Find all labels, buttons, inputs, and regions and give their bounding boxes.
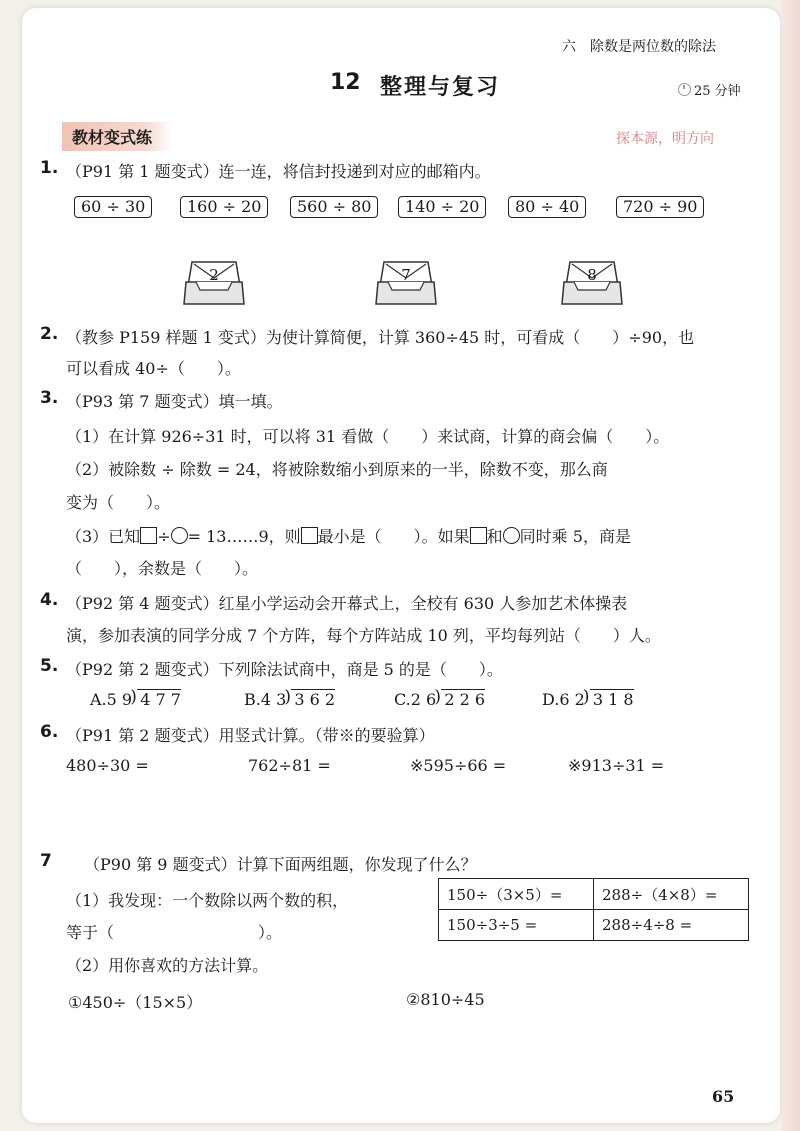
question-5-number: 5. xyxy=(40,656,59,676)
option-a[interactable] xyxy=(90,690,181,709)
question-3-part-3-line-1 xyxy=(66,524,631,547)
question-3-text: （P93 第 7 题变式）填一填。 xyxy=(66,392,283,411)
envelope-expression[interactable]: 80 ÷ 40 xyxy=(508,196,586,218)
comparison-table xyxy=(438,878,749,941)
option-dividend: ) 2 2 6 xyxy=(441,689,485,709)
envelope-expression[interactable]: 60 ÷ 30 xyxy=(74,196,152,218)
option-label: A. xyxy=(90,690,107,709)
option-b[interactable] xyxy=(244,690,335,709)
option-dividend: ) 3 6 2 xyxy=(291,689,335,709)
envelope-expression[interactable]: 560 ÷ 80 xyxy=(290,196,378,218)
envelope-expression[interactable]: 140 ÷ 20 xyxy=(398,196,486,218)
option-divisor: 6 2 xyxy=(559,690,585,709)
square-symbol xyxy=(140,527,157,544)
option-divisor: 4 3 xyxy=(260,690,287,709)
option-divisor: 2 6 xyxy=(410,690,437,709)
table-cell: 150÷3÷5 = xyxy=(439,910,594,941)
clock-icon xyxy=(678,83,691,96)
section-tag: 教材变式练 xyxy=(62,122,172,151)
option-d[interactable] xyxy=(542,690,634,709)
q3-p3-text: 最小是（ ）。如果 xyxy=(317,527,470,546)
question-5-text: （P92 第 2 题变式）下列除法试商中，商是 5 的是（ ）。 xyxy=(66,660,503,679)
calc-item: 480÷30 = xyxy=(66,756,149,775)
question-4-number: 4. xyxy=(40,590,59,610)
mailbox[interactable] xyxy=(182,258,246,308)
question-7-part-1-line-2: 等于（ ）。 xyxy=(66,923,283,942)
question-2-line-2: 可以看成 40÷（ ）。 xyxy=(66,359,241,378)
q3-p3-text: 同时乘 5，商是 xyxy=(519,527,631,546)
table-cell: 288÷（4×8）= xyxy=(594,879,749,910)
page-edge-shadow xyxy=(782,0,800,1131)
table-row xyxy=(439,879,749,910)
option-label: D. xyxy=(542,690,560,709)
circle-symbol xyxy=(503,527,520,544)
option-label: C. xyxy=(394,690,411,709)
lesson-number: 12 xyxy=(330,70,361,95)
mailbox[interactable] xyxy=(374,258,438,308)
question-7-part-1-line-1: （1）我发现：一个数除以两个数的积， xyxy=(66,891,349,910)
mailbox-number: 7 xyxy=(401,266,411,284)
option-divisor: 5 9 xyxy=(106,690,133,709)
question-3-part-2-line-2: 变为（ ）。 xyxy=(66,493,171,512)
question-3-part-1: （1）在计算 926÷31 时，可以将 31 看做（ ）来试商，计算的商会偏（ ）。 xyxy=(66,427,670,446)
time-estimate xyxy=(678,80,741,99)
question-1-text: （P91 第 1 题变式）连一连，将信封投递到对应的邮箱内。 xyxy=(66,162,491,181)
square-symbol xyxy=(470,527,487,544)
option-dividend: ) 4 7 7 xyxy=(137,689,181,709)
page-number: 65 xyxy=(712,1087,735,1106)
calc-item: ②810÷45 xyxy=(406,990,485,1009)
q3-p3-text: 和 xyxy=(486,527,503,546)
question-3-part-2-line-1: （2）被除数 ÷ 除数 = 24，将被除数缩小到原来的一半，除数不变，那么商 xyxy=(66,460,608,479)
question-7-number: 7 xyxy=(40,851,52,871)
q3-p3-text: （3）已知 xyxy=(66,527,141,546)
mailbox-number: 2 xyxy=(209,266,219,284)
calc-item: ※913÷31 = xyxy=(568,756,665,775)
calc-item: 762÷81 = xyxy=(248,756,331,775)
question-2-number: 2. xyxy=(40,324,59,344)
question-2-line-1: （教参 P159 样题 1 变式）为使计算简便，计算 360÷45 时，可看成（ ）÷90，也 xyxy=(66,328,695,347)
table-cell: 150÷（3×5）= xyxy=(439,879,594,910)
question-6-text: （P91 第 2 题变式）用竖式计算。（带※的要验算） xyxy=(66,726,435,745)
question-4-line-1: （P92 第 4 题变式）红星小学运动会开幕式上，全校有 630 人参加艺术体操表 xyxy=(66,594,628,613)
square-symbol xyxy=(301,527,318,544)
envelope-expression[interactable]: 160 ÷ 20 xyxy=(180,196,268,218)
envelope-expression[interactable]: 720 ÷ 90 xyxy=(616,196,704,218)
table-cell: 288÷4÷8 = xyxy=(594,910,749,941)
mailbox-number: 8 xyxy=(587,266,597,284)
q3-p3-text: = 13……9，则 xyxy=(187,527,301,546)
time-label: 25 分钟 xyxy=(694,84,741,99)
question-7-text: （P90 第 9 题变式）计算下面两组题，你发现了什么？ xyxy=(84,855,477,874)
section-subtitle: 探本源，明方向 xyxy=(616,131,714,147)
option-dividend: ) 3 1 8 xyxy=(590,689,634,709)
page-title: 整理与复习 xyxy=(380,75,501,100)
question-1-number: 1. xyxy=(40,158,59,178)
question-7-part-2: （2）用你喜欢的方法计算。 xyxy=(66,956,269,975)
chapter-header: 六 除数是两位数的除法 xyxy=(562,39,716,55)
question-4-line-2: 演，参加表演的同学分成 7 个方阵，每个方阵站成 10 列，平均每列站（ ）人。 xyxy=(66,626,661,645)
mailbox[interactable] xyxy=(560,258,624,308)
worksheet-page xyxy=(22,8,780,1123)
calc-item: ①450÷（15×5） xyxy=(68,993,203,1012)
question-3-number: 3. xyxy=(40,388,59,408)
option-label: B. xyxy=(244,690,261,709)
question-3-part-3-line-2: （ ），余数是（ ）。 xyxy=(66,559,259,578)
table-row xyxy=(439,910,749,941)
circle-symbol xyxy=(171,527,188,544)
q3-p3-text: ÷ xyxy=(157,527,171,546)
option-c[interactable] xyxy=(394,690,485,709)
question-6-number: 6. xyxy=(40,722,59,742)
calc-item: ※595÷66 = xyxy=(410,756,507,775)
